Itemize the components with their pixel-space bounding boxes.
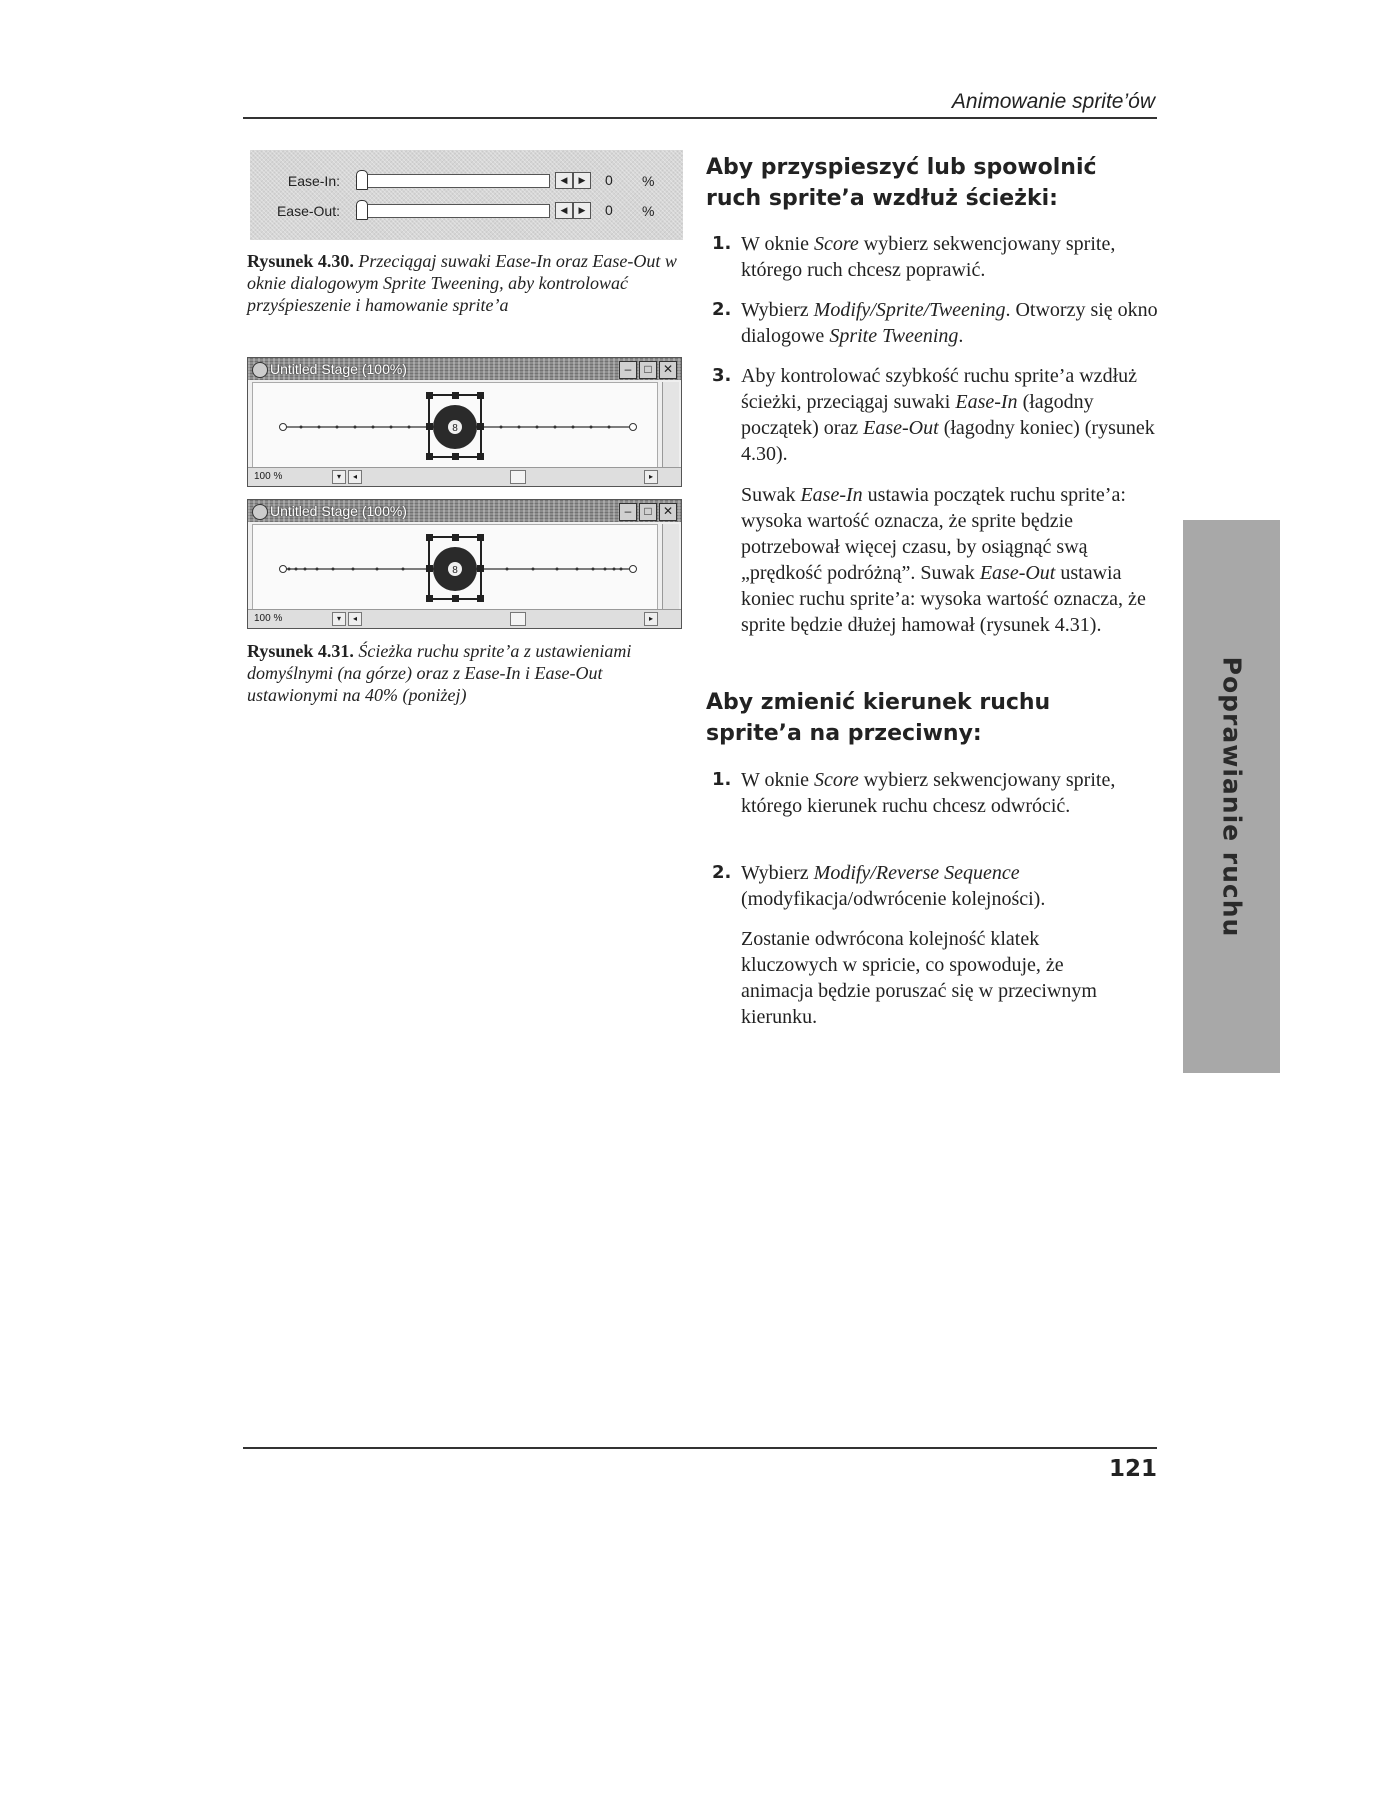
step-number: 1. (712, 233, 732, 254)
figure-431-caption (247, 640, 687, 706)
stage-window-bottom (247, 499, 682, 629)
side-tab-label: Poprawianie ruchu (1217, 656, 1246, 937)
step-number: 2. (712, 862, 732, 883)
close-icon[interactable]: ✕ (659, 361, 677, 379)
section1-heading-line1: Aby przyspieszyć lub spowolnić (706, 155, 1097, 180)
section2-step2: 2. Wybierz Modify/Reverse Sequence (modyfikacja/odwrócenie kolejności). (712, 862, 1046, 910)
figure-431-caption-number: Rysunek 4.31. (247, 641, 354, 661)
ease-settings-panel (250, 150, 683, 240)
stage-window-bottom-title: Untitled Stage (100%) (270, 503, 407, 519)
section1-heading (706, 152, 1146, 214)
path-start-point[interactable] (280, 566, 287, 573)
step-number: 1. (712, 769, 732, 790)
sprite-label-top: 8 (452, 423, 458, 434)
scroll-right-icon[interactable]: ▸ (644, 470, 658, 484)
section2-heading-line1: Aby zmienić kierunek ruchu (706, 690, 1051, 715)
stage-bottom-bar-bottom (248, 609, 681, 628)
stage-canvas-top (252, 382, 658, 480)
chapter-side-tab (1183, 520, 1280, 1073)
horizontal-scroll-thumb-top[interactable] (510, 470, 526, 484)
section2-step1: 1. W oknie Score wybierz sekwencjowany sprite, którego kierunek ruchu chcesz odwrócić. (712, 769, 1116, 817)
maximize-icon[interactable]: □ (639, 361, 657, 379)
close-icon[interactable]: ✕ (659, 503, 677, 521)
stage-window-top (247, 357, 682, 487)
minimize-icon[interactable]: – (619, 503, 637, 521)
zoom-level-bottom: 100 % (254, 613, 283, 624)
stage-bottom-bar-top (248, 467, 681, 486)
path-end-point[interactable] (630, 566, 637, 573)
stage-vertical-scrollbar-bottom[interactable] (662, 524, 679, 620)
zoom-dropdown-icon[interactable]: ▾ (332, 612, 346, 626)
horizontal-scroll-thumb-bottom[interactable] (510, 612, 526, 626)
sprite-label-bottom: 8 (452, 565, 458, 576)
figure-430-caption-number: Rysunek 4.30. (247, 251, 354, 271)
ease-in-label: Ease-In: (287, 173, 340, 189)
motion-path-bottom (253, 525, 657, 621)
stage-canvas-bottom (252, 524, 658, 622)
path-start-point[interactable] (280, 424, 287, 431)
ease-in-increase-button[interactable]: ▶ (573, 172, 591, 189)
page-number: 121 (1108, 1456, 1157, 1482)
ease-in-slider[interactable] (358, 174, 550, 188)
ease-out-slider[interactable] (358, 204, 550, 218)
ease-out-label: Ease-Out: (276, 203, 340, 219)
section2-note: Zostanie odwrócona kolejność klatek kluczowych w spricie, co spowoduje, że animacja będzie poruszać się w przeciwnym kierunku. (741, 928, 1097, 1028)
motion-path-top (253, 383, 657, 479)
maximize-icon[interactable]: □ (639, 503, 657, 521)
scroll-left-icon[interactable]: ◂ (348, 470, 362, 484)
section1-heading-line2: ruch sprite’a wzdłuż ścieżki: (706, 186, 1058, 211)
footer-rule (243, 1447, 1157, 1449)
path-end-point[interactable] (630, 424, 637, 431)
section1-step2: 2. Wybierz Modify/Sprite/Tweening. Otworzy się okno dialogowe Sprite Tweening. (712, 299, 1158, 347)
step-number: 3. (712, 365, 732, 386)
section1-step1: 1. W oknie Score wybierz sekwencjowany sprite, którego ruch chcesz poprawić. (712, 233, 1116, 281)
section2-heading-line2: sprite’a na przeciwny: (706, 721, 982, 746)
section1-step3: 3. Aby kontrolować szybkość ruchu sprite’a wzdłuż ścieżki, przeciągaj suwaki Ease-In (łagodny początek) oraz Ease-Out (łagodny koniec) (rysunek 4.30). (712, 365, 1155, 465)
figure-431-caption-text: Ścieżka ruchu sprite’a z ustawieniami domyślnymi (na górze) oraz z Ease-In i Ease-Out ustawionymi na 40% (poniżej) (247, 641, 632, 705)
ease-in-row (250, 170, 683, 192)
figure-430-caption (247, 250, 687, 316)
director-app-icon (252, 362, 268, 378)
section2-heading (706, 687, 1146, 749)
stage-window-top-titlebar[interactable] (248, 358, 681, 380)
figure-430-caption-text: Przeciągaj suwaki Ease-In oraz Ease-Out w oknie dialogowym Sprite Tweening, aby kontrolować przyśpieszenie i hamowanie sprite’a (247, 251, 677, 315)
stage-vertical-scrollbar-top[interactable] (662, 382, 679, 478)
ease-in-value: 0 (605, 172, 613, 188)
scroll-left-icon[interactable]: ◂ (348, 612, 362, 626)
ease-out-unit: % (642, 203, 655, 219)
ease-out-row (250, 200, 683, 222)
stage-window-top-title: Untitled Stage (100%) (270, 361, 407, 377)
ease-in-decrease-button[interactable]: ◀ (555, 172, 573, 189)
minimize-icon[interactable]: – (619, 361, 637, 379)
section1-note: Suwak Ease-In ustawia początek ruchu sprite’a: wysoka wartość oznacza, że sprite będzie potrzebował więcej czasu, by osiągnąć swą „prędkość podróżną”. Suwak Ease-Out ustawia koniec ruchu sprite’a: wysoka wartość oznacza, że sprite będzie dłużej hamował (rysunek 4.31). (741, 484, 1146, 636)
stage-window-bottom-titlebar[interactable] (248, 500, 681, 522)
running-head: Animowanie sprite’ów (951, 90, 1155, 113)
zoom-level-top: 100 % (254, 471, 283, 482)
header-rule (243, 117, 1157, 119)
director-app-icon (252, 504, 268, 520)
ease-out-value: 0 (605, 202, 613, 218)
zoom-dropdown-icon[interactable]: ▾ (332, 470, 346, 484)
ease-out-increase-button[interactable]: ▶ (573, 202, 591, 219)
step-number: 2. (712, 299, 732, 320)
scroll-right-icon[interactable]: ▸ (644, 612, 658, 626)
ease-out-decrease-button[interactable]: ◀ (555, 202, 573, 219)
ease-out-slider-thumb[interactable] (356, 200, 368, 220)
ease-in-unit: % (642, 173, 655, 189)
ease-in-slider-thumb[interactable] (356, 170, 368, 190)
